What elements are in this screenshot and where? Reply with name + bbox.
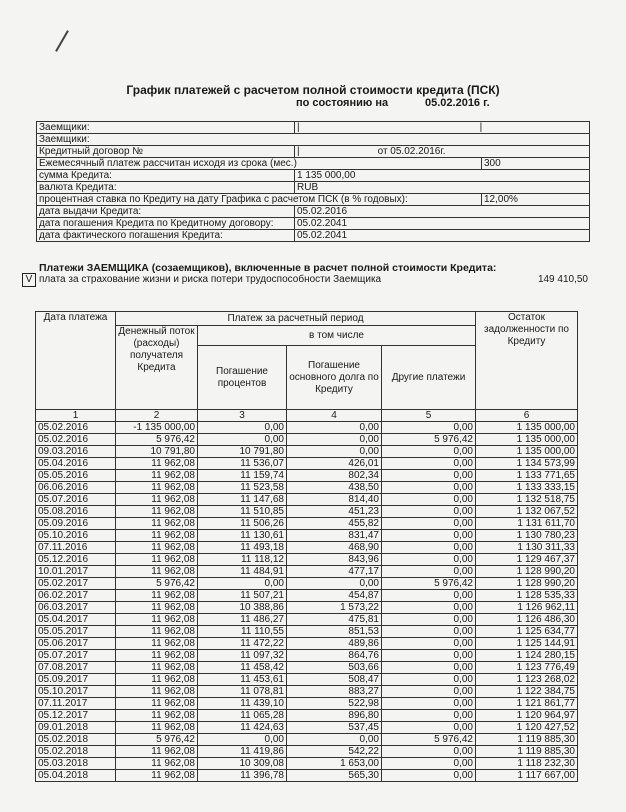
table-cell: 11 962,08 [116, 590, 198, 602]
header-cashflow: Денежный поток (расходы) получателя Кредита [116, 326, 198, 410]
info-value: | | [295, 122, 590, 134]
table-cell: 454,87 [287, 590, 382, 602]
table-row [36, 470, 578, 482]
table-cell: 0,00 [198, 434, 287, 446]
table-cell: 0,00 [382, 542, 476, 554]
table-cell: 1 128 990,20 [476, 566, 578, 578]
table-row [36, 710, 578, 722]
table-cell: 11 962,08 [116, 698, 198, 710]
table-row [36, 746, 578, 758]
table-cell: 508,47 [287, 674, 382, 686]
table-cell: 11 962,08 [116, 722, 198, 734]
table-cell: 11 962,08 [116, 506, 198, 518]
table-row [36, 506, 578, 518]
table-cell: 0,00 [382, 602, 476, 614]
table-cell: 814,40 [287, 494, 382, 506]
table-cell: 1 123 268,02 [476, 674, 578, 686]
info-value: 1 135 000,00 [295, 170, 590, 182]
table-cell: 0,00 [382, 650, 476, 662]
table-cell: 11 962,08 [116, 674, 198, 686]
table-row [36, 482, 578, 494]
pen-mark [55, 30, 69, 52]
table-row [36, 578, 578, 590]
table-row [36, 458, 578, 470]
table-cell: 11 962,08 [116, 614, 198, 626]
table-cell: 542,22 [287, 746, 382, 758]
table-cell: 438,50 [287, 482, 382, 494]
table-cell: 1 124 280,15 [476, 650, 578, 662]
table-cell: 05.12.2017 [36, 710, 116, 722]
table-row [36, 422, 578, 434]
table-row [36, 734, 578, 746]
table-cell: 0,00 [287, 422, 382, 434]
table-cell: 843,96 [287, 554, 382, 566]
table-cell: 1 121 861,77 [476, 698, 578, 710]
table-cell: 831,47 [287, 530, 382, 542]
table-cell: 05.10.2017 [36, 686, 116, 698]
table-cell: 1 120 964,97 [476, 710, 578, 722]
table-cell: 1 135 000,00 [476, 446, 578, 458]
table-row [36, 722, 578, 734]
table-cell: 0,00 [382, 458, 476, 470]
table-cell: 0,00 [198, 422, 287, 434]
table-cell: 11 419,86 [198, 746, 287, 758]
table-cell: 0,00 [382, 494, 476, 506]
document-title: График платежей с расчетом полной стоимости кредита (ПСК) [126, 83, 500, 97]
table-cell: 05.05.2017 [36, 626, 116, 638]
table-cell: 1 119 885,30 [476, 734, 578, 746]
info-label: процентная ставка по Кредиту на дату Графика с расчетом ПСК (в % годовых): [37, 194, 482, 206]
table-cell: 0,00 [382, 530, 476, 542]
table-cell: 565,30 [287, 770, 382, 782]
table-cell: 11 962,08 [116, 770, 198, 782]
table-cell: 11 962,08 [116, 542, 198, 554]
table-cell: 802,34 [287, 470, 382, 482]
table-cell: 537,45 [287, 722, 382, 734]
header-period: Платеж за расчетный период [116, 312, 476, 326]
table-cell: 11 962,08 [116, 746, 198, 758]
table-cell: 0,00 [382, 710, 476, 722]
table-cell: 05.06.2017 [36, 638, 116, 650]
table-cell: 0,00 [382, 446, 476, 458]
info-row-borrower [37, 122, 590, 134]
table-row [36, 518, 578, 530]
table-cell: 455,82 [287, 518, 382, 530]
table-cell: 522,98 [287, 698, 382, 710]
header-date: Дата платежа [36, 312, 116, 410]
table-cell: 1 132 518,75 [476, 494, 578, 506]
table-cell: 0,00 [382, 422, 476, 434]
table-cell: 11 439,10 [198, 698, 287, 710]
table-cell: 1 123 776,49 [476, 662, 578, 674]
table-cell: 0,00 [382, 746, 476, 758]
table-cell: 503,66 [287, 662, 382, 674]
table-cell: 426,01 [287, 458, 382, 470]
table-cell: 11 962,08 [116, 530, 198, 542]
col-number: 6 [476, 410, 578, 422]
info-row-actual [37, 230, 590, 242]
table-cell: 0,00 [382, 662, 476, 674]
schedule-body [36, 422, 578, 782]
table-cell: 10 791,80 [116, 446, 198, 458]
table-cell: 1 135 000,00 [476, 422, 578, 434]
table-cell: 1 573,22 [287, 602, 382, 614]
info-value: 05.02.2041 [295, 230, 590, 242]
table-cell: 489,86 [287, 638, 382, 650]
table-cell: 0,00 [382, 638, 476, 650]
table-cell: 05.09.2017 [36, 674, 116, 686]
table-cell: 11 962,08 [116, 494, 198, 506]
info-value: 12,00% [482, 194, 590, 206]
table-cell: 1 653,00 [287, 758, 382, 770]
table-row [36, 494, 578, 506]
table-cell: 11 962,08 [116, 638, 198, 650]
table-cell: 11 510,85 [198, 506, 287, 518]
info-value: RUB [295, 182, 590, 194]
table-cell: 11 506,26 [198, 518, 287, 530]
table-row [36, 698, 578, 710]
table-cell: 5 976,42 [382, 734, 476, 746]
info-row-rate [37, 194, 590, 206]
section-title: Платежи ЗАЕМЩИКА (созаемщиков), включенные в расчет полной стоимости Кредита: [39, 262, 497, 274]
table-cell: 1 122 384,75 [476, 686, 578, 698]
table-cell: 1 129 467,37 [476, 554, 578, 566]
table-cell: 1 130 780,23 [476, 530, 578, 542]
header-balance: Остаток задолженности по Кредиту [476, 312, 578, 410]
table-cell: 1 118 232,30 [476, 758, 578, 770]
table-cell: 1 126 962,11 [476, 602, 578, 614]
info-label: дата фактического погашения Кредита: [37, 230, 295, 242]
info-label: валюта Кредита: [37, 182, 295, 194]
table-cell: 5 976,42 [116, 734, 198, 746]
table-cell: 05.02.2018 [36, 746, 116, 758]
table-cell: 11 486,27 [198, 614, 287, 626]
table-row [36, 566, 578, 578]
table-cell: 06.06.2016 [36, 482, 116, 494]
table-cell: 11 159,74 [198, 470, 287, 482]
table-cell: 06.02.2017 [36, 590, 116, 602]
payment-schedule-table [35, 311, 578, 782]
table-cell: 0,00 [382, 506, 476, 518]
table-cell: 05.02.2017 [36, 578, 116, 590]
table-cell: 11 962,08 [116, 458, 198, 470]
table-cell: 0,00 [287, 578, 382, 590]
table-cell: 1 125 144,91 [476, 638, 578, 650]
table-cell: 11 065,28 [198, 710, 287, 722]
col-number: 4 [287, 410, 382, 422]
info-label: Заемщики: [37, 134, 590, 146]
table-cell: 05.05.2016 [36, 470, 116, 482]
table-cell: 1 120 427,52 [476, 722, 578, 734]
table-cell: 05.08.2016 [36, 506, 116, 518]
table-cell: 0,00 [382, 566, 476, 578]
table-cell: 05.10.2016 [36, 530, 116, 542]
table-row [36, 686, 578, 698]
table-cell: 1 131 611,70 [476, 518, 578, 530]
table-cell: 10 388,86 [198, 602, 287, 614]
table-cell: 11 147,68 [198, 494, 287, 506]
table-cell: 896,80 [287, 710, 382, 722]
table-cell: 468,90 [287, 542, 382, 554]
table-row [36, 626, 578, 638]
info-value: 05.02.2016 [295, 206, 590, 218]
table-row [36, 446, 578, 458]
table-cell: 11 962,08 [116, 758, 198, 770]
info-value: | от 05.02.2016г. [295, 146, 590, 158]
table-row [36, 638, 578, 650]
table-cell: 0,00 [287, 734, 382, 746]
table-cell: -1 135 000,00 [116, 422, 198, 434]
table-cell: 0,00 [287, 446, 382, 458]
table-cell: 0,00 [198, 734, 287, 746]
table-cell: 1 126 486,30 [476, 614, 578, 626]
table-cell: 11 962,08 [116, 710, 198, 722]
table-cell: 05.04.2017 [36, 614, 116, 626]
table-cell: 05.02.2018 [36, 734, 116, 746]
table-row [36, 758, 578, 770]
info-label: Заемщики: [37, 122, 295, 134]
table-cell: 5 976,42 [382, 434, 476, 446]
table-cell: 1 130 311,33 [476, 542, 578, 554]
table-cell: 11 536,07 [198, 458, 287, 470]
table-cell: 11 962,08 [116, 554, 198, 566]
table-cell: 0,00 [198, 578, 287, 590]
table-cell: 0,00 [382, 590, 476, 602]
table-cell: 11 962,08 [116, 626, 198, 638]
table-row [36, 542, 578, 554]
table-cell: 5 976,42 [116, 578, 198, 590]
col-number: 3 [198, 410, 287, 422]
table-row [36, 770, 578, 782]
table-cell: 1 128 535,33 [476, 590, 578, 602]
info-label: дата выдачи Кредита: [37, 206, 295, 218]
header-incl: в том числе [198, 326, 476, 346]
table-cell: 0,00 [287, 434, 382, 446]
insurance-checkbox: V [22, 273, 36, 287]
table-cell: 11 396,78 [198, 770, 287, 782]
info-row-contract [37, 146, 590, 158]
table-row [36, 614, 578, 626]
info-row-issue [37, 206, 590, 218]
info-label: Ежемесячный платеж рассчитан исходя из срока (мес.) [37, 158, 482, 170]
table-cell: 06.03.2017 [36, 602, 116, 614]
table-cell: 11 493,18 [198, 542, 287, 554]
table-cell: 11 962,08 [116, 602, 198, 614]
table-cell: 0,00 [382, 482, 476, 494]
table-cell: 11 424,63 [198, 722, 287, 734]
info-value: 300 [482, 158, 590, 170]
table-cell: 05.02.2016 [36, 434, 116, 446]
header-principal: Погашение основного долга по Кредиту [287, 346, 382, 410]
table-cell: 11 962,08 [116, 566, 198, 578]
table-cell: 0,00 [382, 722, 476, 734]
col-number: 1 [36, 410, 116, 422]
table-cell: 10 791,80 [198, 446, 287, 458]
table-cell: 0,00 [382, 674, 476, 686]
info-row-borrower2 [37, 134, 590, 146]
table-cell: 11 110,55 [198, 626, 287, 638]
table-row [36, 674, 578, 686]
table-cell: 11 472,22 [198, 638, 287, 650]
table-row [36, 590, 578, 602]
table-cell: 1 117 667,00 [476, 770, 578, 782]
insurance-row [22, 273, 592, 287]
table-cell: 5 976,42 [116, 434, 198, 446]
table-cell: 0,00 [382, 758, 476, 770]
table-cell: 1 133 333,15 [476, 482, 578, 494]
table-cell: 11 484,91 [198, 566, 287, 578]
info-label: сумма Кредита: [37, 170, 295, 182]
table-cell: 05.03.2018 [36, 758, 116, 770]
header-interest: Погашение процентов [198, 346, 287, 410]
table-cell: 09.01.2018 [36, 722, 116, 734]
info-value: 05.02.2041 [295, 218, 590, 230]
table-cell: 11 453,61 [198, 674, 287, 686]
header-other: Другие платежи [382, 346, 476, 410]
table-cell: 864,76 [287, 650, 382, 662]
table-cell: 07.08.2017 [36, 662, 116, 674]
table-cell: 11 078,81 [198, 686, 287, 698]
info-label: дата погашения Кредита по Кредитному договору: [37, 218, 295, 230]
table-cell: 477,17 [287, 566, 382, 578]
table-cell: 05.12.2016 [36, 554, 116, 566]
table-cell: 11 962,08 [116, 686, 198, 698]
info-row-maturity [37, 218, 590, 230]
table-cell: 11 118,12 [198, 554, 287, 566]
table-cell: 1 133 771,65 [476, 470, 578, 482]
info-row-amount [37, 170, 590, 182]
table-cell: 07.11.2017 [36, 698, 116, 710]
table-cell: 11 962,08 [116, 470, 198, 482]
table-cell: 11 962,08 [116, 662, 198, 674]
table-cell: 883,27 [287, 686, 382, 698]
table-cell: 11 962,08 [116, 518, 198, 530]
col-number: 5 [382, 410, 476, 422]
table-cell: 05.09.2016 [36, 518, 116, 530]
insurance-amount: 149 410,50 [537, 274, 588, 285]
table-cell: 1 135 000,00 [476, 434, 578, 446]
table-row [36, 530, 578, 542]
table-cell: 09.03.2016 [36, 446, 116, 458]
table-cell: 1 128 990,20 [476, 578, 578, 590]
as-of-date: 05.02.2016 г. [425, 97, 490, 109]
table-cell: 11 962,08 [116, 650, 198, 662]
table-cell: 1 134 573,99 [476, 458, 578, 470]
table-cell: 1 132 067,52 [476, 506, 578, 518]
table-cell: 5 976,42 [382, 578, 476, 590]
table-cell: 0,00 [382, 686, 476, 698]
table-cell: 11 458,42 [198, 662, 287, 674]
table-cell: 0,00 [382, 614, 476, 626]
table-cell: 11 962,08 [116, 482, 198, 494]
table-cell: 05.07.2016 [36, 494, 116, 506]
table-cell: 07.11.2016 [36, 542, 116, 554]
table-cell: 10 309,08 [198, 758, 287, 770]
table-cell: 11 523,58 [198, 482, 287, 494]
table-cell: 11 130,61 [198, 530, 287, 542]
table-row [36, 434, 578, 446]
table-cell: 0,00 [382, 554, 476, 566]
loan-info-table [36, 121, 590, 242]
table-cell: 0,00 [382, 626, 476, 638]
table-cell: 05.02.2016 [36, 422, 116, 434]
table-row [36, 602, 578, 614]
table-cell: 11 097,32 [198, 650, 287, 662]
table-cell: 05.07.2017 [36, 650, 116, 662]
table-row [36, 662, 578, 674]
info-row-currency [37, 182, 590, 194]
insurance-label: плата за страхование жизни и риска потери трудоспособности Заемщика [39, 274, 382, 285]
info-row-payment [37, 158, 590, 170]
table-cell: 05.04.2016 [36, 458, 116, 470]
table-cell: 1 125 634,77 [476, 626, 578, 638]
table-cell: 0,00 [382, 518, 476, 530]
col-number: 2 [116, 410, 198, 422]
table-cell: 05.04.2018 [36, 770, 116, 782]
info-label: Кредитный договор № [37, 146, 295, 158]
table-cell: 0,00 [382, 470, 476, 482]
table-cell: 0,00 [382, 698, 476, 710]
table-cell: 11 507,21 [198, 590, 287, 602]
table-cell: 1 119 885,30 [476, 746, 578, 758]
table-cell: 451,23 [287, 506, 382, 518]
table-row [36, 650, 578, 662]
table-cell: 0,00 [382, 770, 476, 782]
table-row [36, 554, 578, 566]
table-cell: 475,81 [287, 614, 382, 626]
as-of-label: по состоянию на [296, 97, 389, 109]
table-cell: 851,53 [287, 626, 382, 638]
table-cell: 10.01.2017 [36, 566, 116, 578]
